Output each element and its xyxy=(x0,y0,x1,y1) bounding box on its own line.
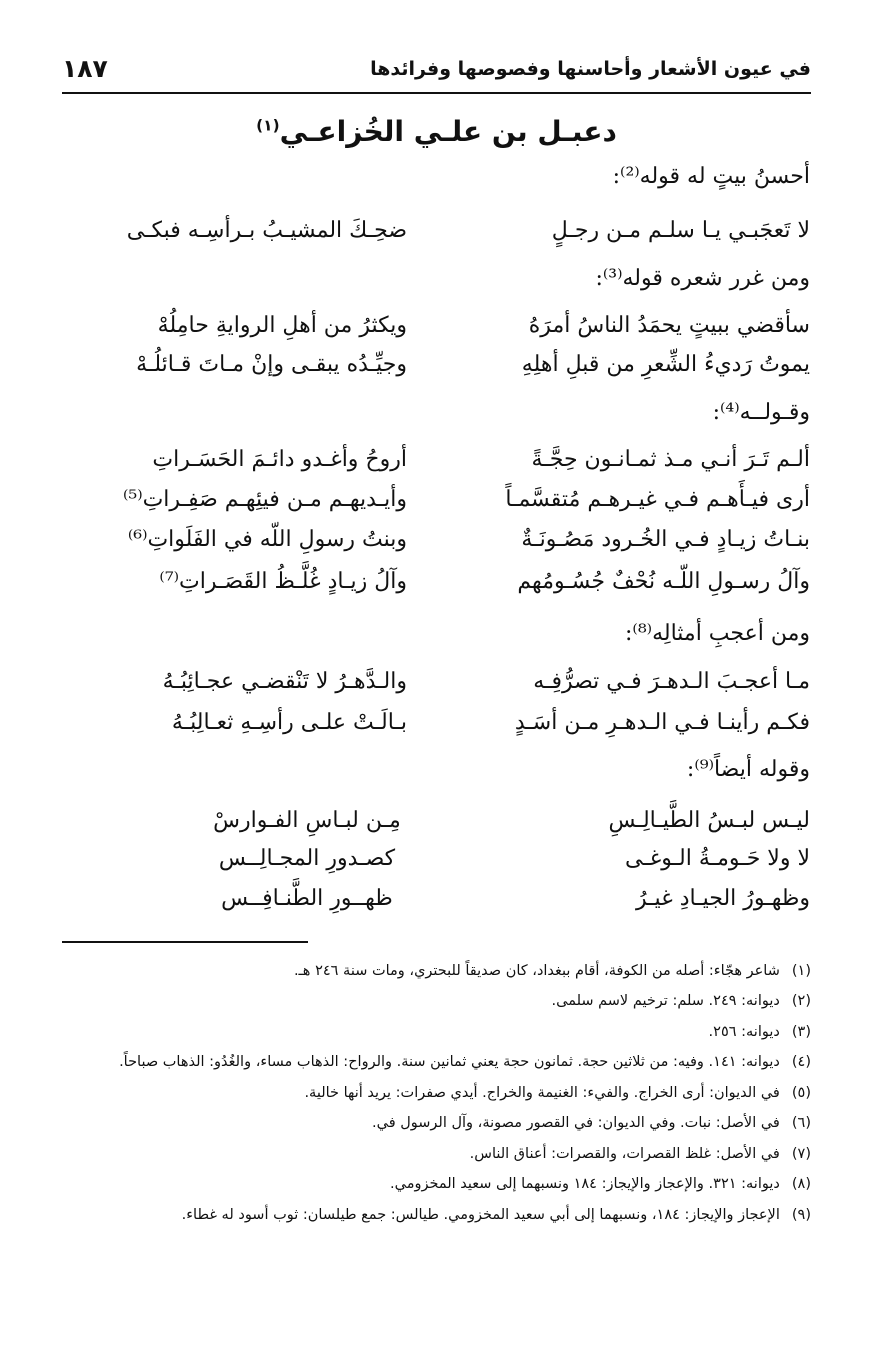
running-title: في عيون الأشعار وأحاسنها وفصوصها وفرائدها xyxy=(370,58,811,80)
footnote xyxy=(61,1173,811,1195)
footnote-text: ديوانه: ١٤١. وفيه: من ثلاثين حجة. ثمانون حجة يعني ثمانين سنة. والرواح: الذهاب مساء، والغُدُو: الذهاب صباحاً. xyxy=(119,1054,780,1071)
verse-first-hemistich: ليـس لبـسُ الطَّيـالِـسِ xyxy=(608,808,810,833)
footnote-number: (١) xyxy=(791,963,811,979)
verse-second-hemistich: وآلُ زيـادٍ غُلَّـظُ القَصَـراتِ⁽⁷⁾ xyxy=(159,569,407,594)
footnote-number: (٦) xyxy=(791,1115,811,1132)
section-intro: ومن غرر شعره قوله⁽³⁾: xyxy=(595,266,810,291)
verse-second-hemistich: بـالَـتْ علـى رأسِـهِ ثعـالِبُـهُ xyxy=(171,710,407,735)
verse-first-hemistich: لا تَعجَبـي يـا سلـم مـن رجـلٍ xyxy=(551,218,810,243)
page-number: ١٨٧ xyxy=(62,54,108,83)
verse-first-hemistich: ألـم تَـرَ أنـي مـذ ثمـانـون حِجَّـةً xyxy=(531,447,810,472)
verse-first-hemistich: سأقضي ببيتٍ يحمَدُ الناسُ أمرَهُ xyxy=(528,313,810,338)
footnote-number: (٩) xyxy=(791,1206,811,1223)
verse-second-hemistich: والـدَّهـرُ لا تَنْقضـي عجـائِبُـهُ xyxy=(162,669,407,694)
verse-first-hemistich: لا ولا حَـومـةُ الـوغـى xyxy=(624,846,810,871)
verse-second-hemistich: مِـن لبـاسِ الفـوارسْ xyxy=(213,808,401,833)
footnote-text: في الديوان: أرى الخراج. والفيء: الغنيمة والخراج. أيدي صفرات: يريد أنها خالية. xyxy=(304,1084,780,1101)
footnote-number: (٧) xyxy=(791,1145,811,1162)
footnote xyxy=(61,1082,811,1104)
footnote xyxy=(61,1143,811,1165)
footnote-number: (٢) xyxy=(791,993,811,1010)
footnote-text: في الأصل: نبات. وفي الديوان: في القصور مصونة، وآل الرسول في. xyxy=(372,1115,780,1132)
footnote xyxy=(61,1051,811,1073)
chapter-note-ref: (١) xyxy=(256,116,280,135)
footnote-text: ديوانه: ٢٤٩. سلم: ترخيم لاسم سلمى. xyxy=(551,993,780,1010)
footnote xyxy=(61,990,811,1012)
section-intro: أحسنُ بيتٍ له قوله⁽²⁾: xyxy=(612,164,810,189)
verse-second-hemistich: ويكثرُ من أهلِ الروايةِ حامِلُهْ xyxy=(157,313,407,338)
verse-second-hemistich: ظهــورِ الطَّنـافِــس xyxy=(221,886,393,911)
verse-first-hemistich: أرى فيـأَهـم فـي غيـرهـم مُتقسَّمـاً xyxy=(505,487,810,512)
verse-first-hemistich: فكـم رأينـا فـي الـدهـرِ مـن أسَـدٍ xyxy=(514,710,810,735)
footnotes xyxy=(61,960,811,1234)
footnote-text: ديوانه: ٢٥٦. xyxy=(708,1023,780,1040)
footnote-number: (٣) xyxy=(791,1023,811,1040)
chapter-title xyxy=(0,115,873,148)
verse-second-hemistich: وأيـديهـم مـن فيئِهـم صَفِـراتِ⁽⁵⁾ xyxy=(122,487,407,512)
verse-first-hemistich: وآلُ رسـولِ اللّـه نُحْفٌ جُسُـومُهم xyxy=(517,569,810,594)
verse-second-hemistich: وبنتُ رسولِ اللّه في الفَلَواتِ⁽⁶⁾ xyxy=(127,527,407,552)
footnote-rule xyxy=(62,941,308,943)
footnote xyxy=(61,960,811,982)
footnote-number: (٤) xyxy=(791,1054,811,1071)
header-rule xyxy=(62,92,811,94)
footnote xyxy=(61,1204,811,1226)
footnote-text: الإعجاز والإيجاز: ١٨٤، ونسبهما إلى أبي سعيد المخزومي. طيالس: جمع طيلسان: ثوب أسود له غطاء. xyxy=(181,1206,780,1223)
section-intro: وقـولــه⁽⁴⁾: xyxy=(712,400,810,425)
section-intro: وقوله أيضاً⁽⁹⁾: xyxy=(686,757,810,782)
verse-first-hemistich: بنـاتُ زيـادٍ فـي الخُـرود مَصُـونَـةٌ xyxy=(521,527,810,552)
verse-second-hemistich: ضحِـكَ المشيـبُ بـرأسِـه فبكـى xyxy=(126,218,407,243)
verse-second-hemistich: كصـدورِ المجـالِــس xyxy=(218,846,396,871)
footnote-number: (٥) xyxy=(791,1084,811,1101)
footnote-text: ديوانه: ٣٢١. والإعجاز والإيجاز: ١٨٤ ونسبهما إلى سعيد المخزومي. xyxy=(390,1176,780,1193)
running-head xyxy=(62,54,811,92)
verse-second-hemistich: أروحُ وأغـدو دائـمَ الحَسَـراتِ xyxy=(152,447,407,472)
section-intro: ومن أعجبِ أمثالِه⁽⁸⁾: xyxy=(625,621,810,646)
verse-first-hemistich: يموتُ رَديءُ الشِّعرِ من قبلِ أهلِهِ xyxy=(521,352,810,377)
footnote xyxy=(61,1112,811,1134)
verse-second-hemistich: وجيِّـدُه يبقـى وإنْ مـاتَ قـائلُـهْ xyxy=(136,352,407,377)
footnote-text: شاعر هجّاء: أصله من الكوفة، أقام ببغداد، كان صديقاً للبحتري، ومات سنة ٢٤٦ هـ. xyxy=(293,963,780,979)
chapter-title-text: دعبـل بن علـي الخُزاعـي xyxy=(279,115,617,148)
footnote xyxy=(61,1021,811,1043)
footnote-number: (٨) xyxy=(791,1176,811,1193)
footnote-text: في الأصل: غلظ القصرات، والقصرات: أعناق الناس. xyxy=(469,1145,780,1162)
verse-first-hemistich: مـا أعجـبَ الـدهـرَ فـي تصرُّفِـه xyxy=(533,669,810,694)
verse-first-hemistich: وظهـورُ الجيـادِ غيـرُ xyxy=(635,886,810,911)
